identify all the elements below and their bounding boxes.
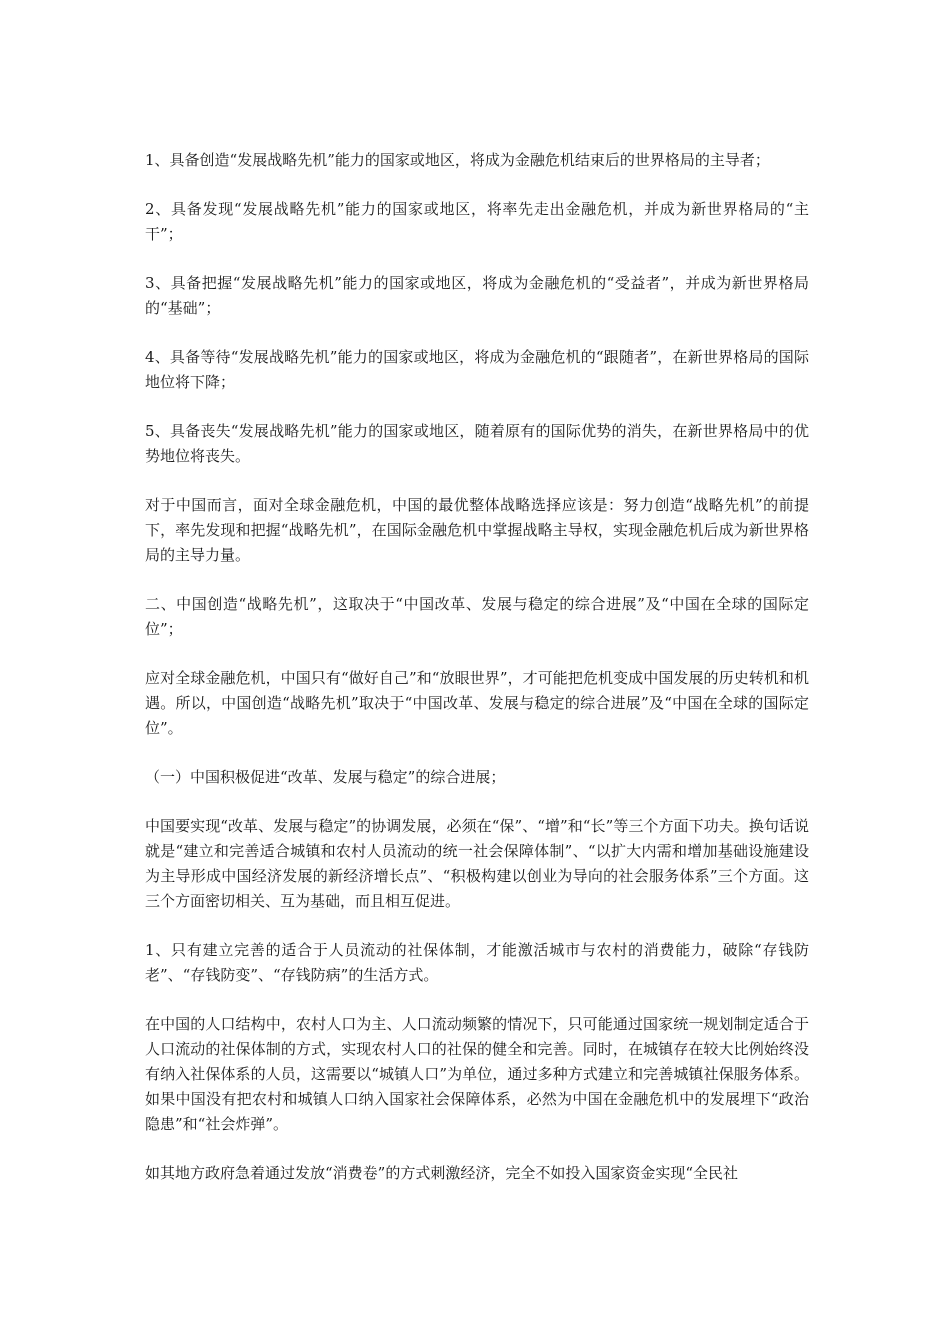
- paragraph-4: 4、具备等待“发展战略先机”能力的国家或地区，将成为金融危机的“跟随者”，在新世界格局的国际地位将下降；: [145, 348, 809, 391]
- paragraph-5: 5、具备丧失“发展战略先机”能力的国家或地区，随着原有的国际优势的消失，在新世界格局中的优势地位将丧失。: [145, 422, 809, 465]
- paragraph-2: 2、具备发现“发展战略先机”能力的国家或地区，将率先走出金融危机，并成为新世界格局的“主干”；: [145, 200, 809, 243]
- document-body: [145, 148, 809, 1210]
- paragraph-consumption-vouchers: 如其地方政府急着通过发放“消费卷”的方式刺激经济，完全不如投入国家资金实现“全民社: [145, 1164, 739, 1182]
- paragraph-coordinated-development: 中国要实现“改革、发展与稳定”的协调发展，必须在“保”、“增”和“长”等三个方面下功夫。换句话说就是“建立和完善适合城镇和农村人员流动的统一社会保障体制”、“以扩大内需和增加基础设施建设为主导形成中国经济发展的新经济增长点”、“积极构建以创业为导向的社会服务体系”三个方面。这三个方面密切相关、互为基础，而且相互促进。: [145, 817, 809, 910]
- subsection-heading-1: （一）中国积极促进“改革、发展与稳定”的综合进展；: [145, 768, 506, 786]
- paragraph-strategy-choice: 对于中国而言，面对全球金融危机，中国的最优整体战略选择应该是：努力创造“战略先机”的前提下，率先发现和把握“战略先机”，在国际金融危机中掌握战略主导权，实现金融危机后成为新世界格局的主导力量。: [145, 496, 809, 564]
- section-heading-2: 二、中国创造“战略先机”，这取决于“中国改革、发展与稳定的综合进展”及“中国在全球的国际定位”；: [145, 595, 809, 638]
- paragraph-social-security-point: 1、只有建立完善的适合于人员流动的社保体制，才能激活城市与农村的消费能力，破除“存钱防老”、“存钱防变”、“存钱防病”的生活方式。: [145, 941, 809, 984]
- paragraph-1: 1、具备创造“发展战略先机”能力的国家或地区，将成为金融危机结束后的世界格局的主导者；: [145, 151, 770, 169]
- paragraph-3: 3、具备把握“发展战略先机”能力的国家或地区，将成为金融危机的“受益者”，并成为新世界格局的“基础”；: [145, 274, 809, 317]
- paragraph-response: 应对全球金融危机，中国只有“做好自己”和“放眼世界”，才可能把危机变成中国发展的历史转机和机遇。所以，中国创造“战略先机”取决于“中国改革、发展与稳定的综合进展”及“中国在全球的国际定位”。: [145, 669, 809, 737]
- paragraph-population-structure: 在中国的人口结构中，农村人口为主、人口流动频繁的情况下，只可能通过国家统一规划制定适合于人口流动的社保体制的方式，实现农村人口的社保的健全和完善。同时，在城镇存在较大比例始终没有纳入社保体系的人员，这需要以“城镇人口”为单位，通过多种方式建立和完善城镇社保服务体系。如果中国没有把农村和城镇人口纳入国家社会保障体系，必然为中国在金融危机中的发展埋下“政治隐患”和“社会炸弹”。: [145, 1015, 809, 1133]
